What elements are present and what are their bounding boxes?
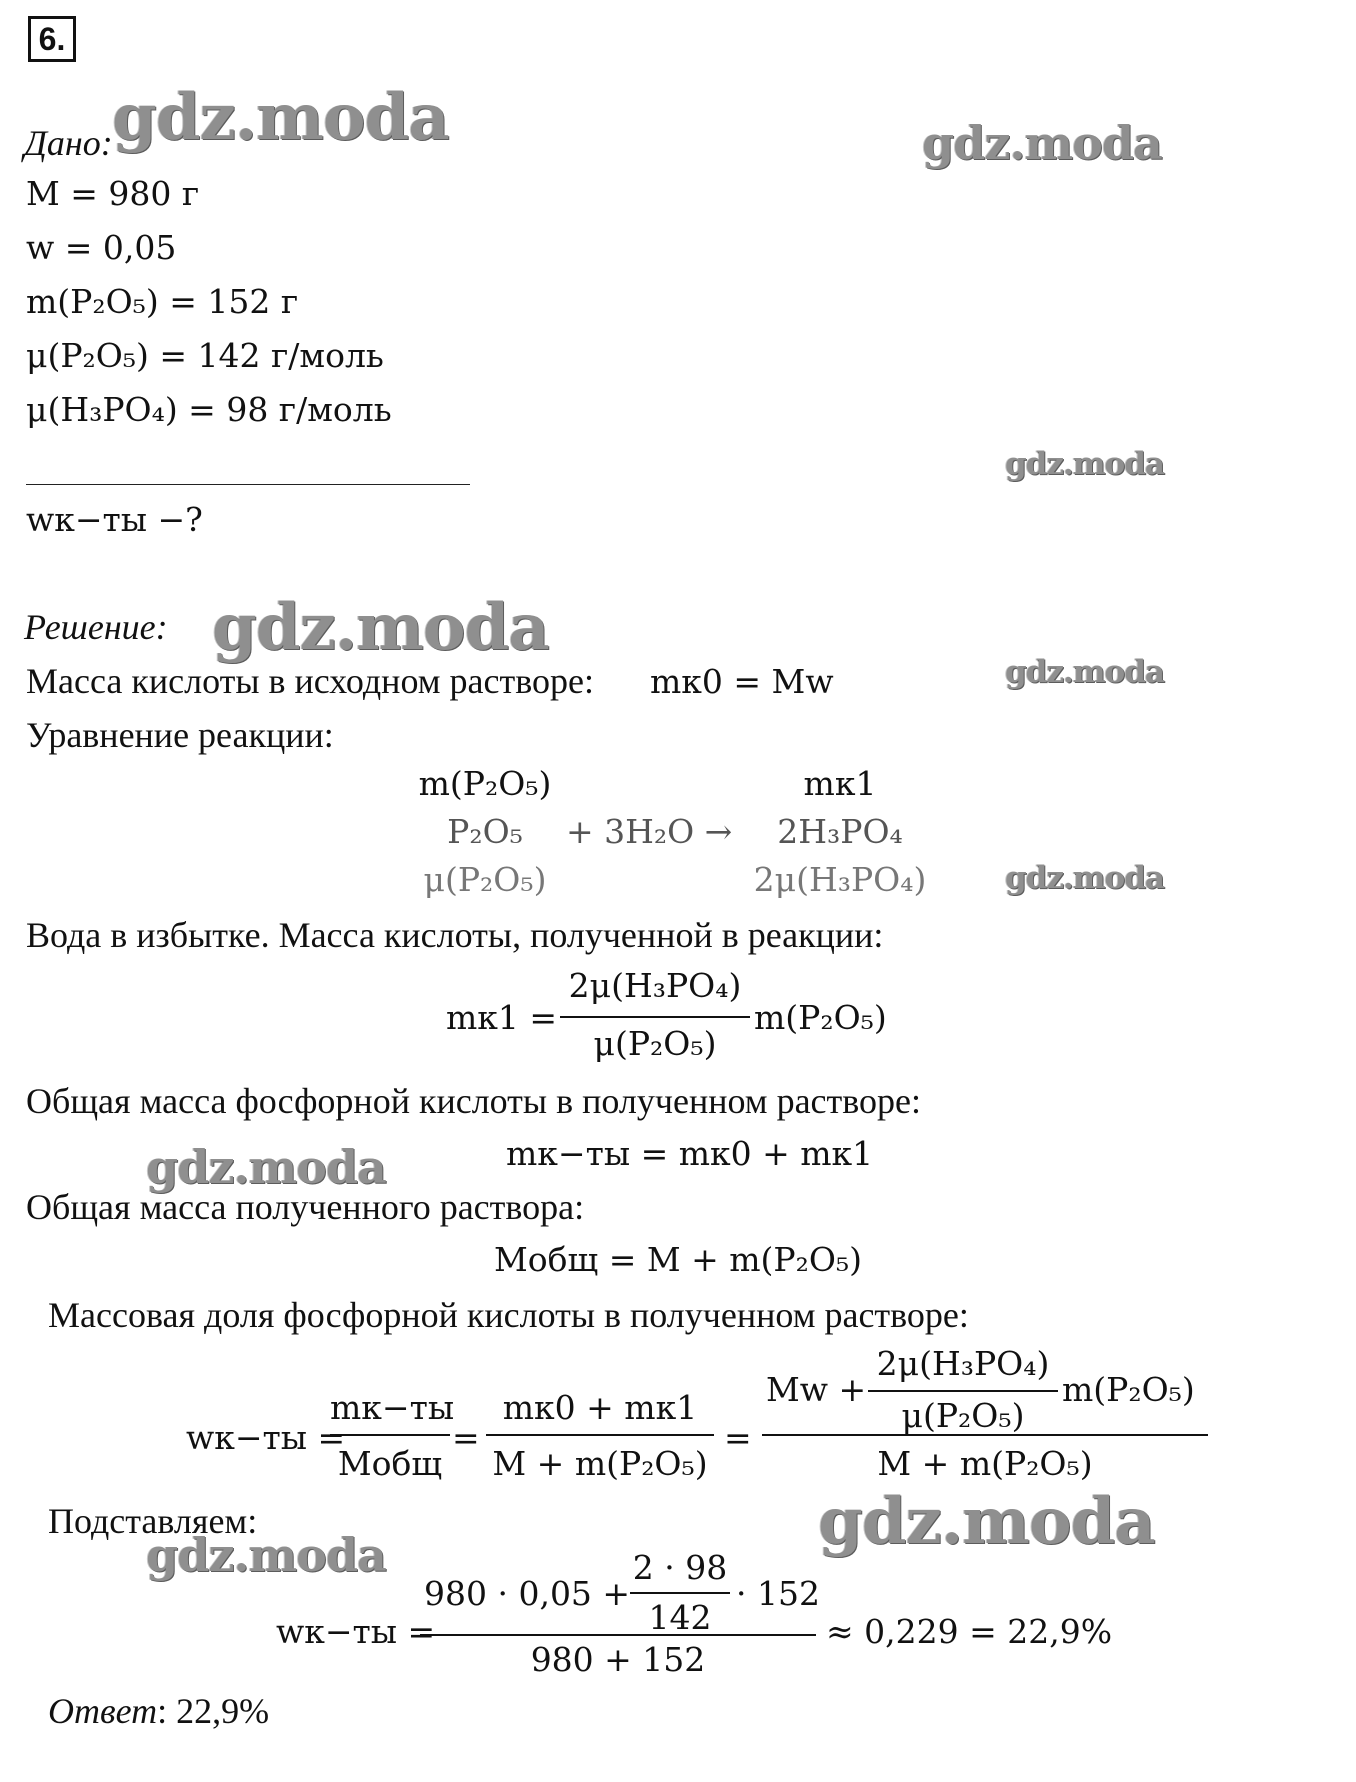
given-line: M = 980 г <box>26 174 200 213</box>
fraction-text: Массовая доля фосфорной кислоты в полученном растворе: <box>48 1295 969 1335</box>
mk1-denominator: μ(P₂O₅) <box>593 1024 717 1063</box>
fraction-1-numerator: mк−ты <box>330 1388 455 1427</box>
watermark: gdz.moda <box>1005 654 1164 690</box>
fraction-bar <box>630 1592 730 1594</box>
mk1-lhs: mк1 = <box>446 998 558 1037</box>
given-line: μ(H₃PO₄) = 98 г/моль <box>26 390 392 429</box>
acid-initial-formula: mк0 = Mw <box>650 662 834 701</box>
calc-numerator-a: 980 · 0,05 + <box>424 1574 631 1613</box>
fraction-bar <box>420 1634 816 1636</box>
given-line: m(P₂O₅) = 152 г <box>26 282 299 321</box>
solution-label: Решение: <box>24 607 168 647</box>
fraction-3-inner-denominator: μ(P₂O₅) <box>901 1396 1025 1435</box>
fraction-3-denominator: M + m(P₂O₅) <box>877 1444 1093 1483</box>
calc-numerator-b: · 152 <box>736 1574 820 1613</box>
equals-sign: = <box>452 1418 480 1457</box>
calc-denominator: 980 + 152 <box>530 1640 706 1679</box>
total-solution-formula: Mобщ = M + m(P₂O₅) <box>494 1240 863 1279</box>
equals-sign: = <box>724 1418 752 1457</box>
fraction-3-numerator-b: m(P₂O₅) <box>1062 1370 1195 1409</box>
fraction-2-denominator: M + m(P₂O₅) <box>492 1444 708 1483</box>
total-acid-text: Общая масса фосфорной кислоты в полученном растворе: <box>26 1081 921 1121</box>
excess-text: Вода в избытке. Масса кислоты, полученной в реакции: <box>26 915 884 955</box>
mk1-numerator: 2μ(H₃PO₄) <box>568 966 742 1005</box>
fraction-bar <box>330 1434 450 1436</box>
fraction-3-numerator-a: Mw + <box>766 1370 867 1409</box>
answer-label: Ответ <box>48 1691 158 1731</box>
watermark: gdz.moda <box>112 80 449 155</box>
reaction-right: 2H₃PO₄ <box>777 812 903 851</box>
reaction-above-left: m(P₂O₅) <box>418 764 552 803</box>
watermark: gdz.moda <box>818 1484 1155 1559</box>
given-line: μ(P₂O₅) = 142 г/моль <box>26 336 384 375</box>
fraction-bar <box>762 1434 1208 1436</box>
watermark: gdz.moda <box>146 1528 386 1582</box>
fraction-2-numerator: mк0 + mк1 <box>502 1388 698 1427</box>
watermark: gdz.moda <box>1005 860 1164 896</box>
fraction-bar <box>868 1390 1058 1392</box>
answer <box>48 1690 269 1732</box>
substitute-text: Подставляем: <box>48 1501 258 1541</box>
fraction-bar <box>486 1434 714 1436</box>
reaction-below-left: μ(P₂O₅) <box>423 860 547 899</box>
given-label: Дано: <box>24 123 113 163</box>
given-line: w = 0,05 <box>26 228 177 267</box>
mk1-tail: m(P₂O₅) <box>754 998 887 1037</box>
acid-initial-text: Масса кислоты в исходном растворе: <box>26 661 594 701</box>
total-solution-text: Общая масса полученного раствора: <box>26 1187 585 1227</box>
reaction-left: P₂O₅ <box>447 812 523 851</box>
reaction-above-right: mк1 <box>803 764 877 803</box>
watermark: gdz.moda <box>212 590 549 665</box>
watermark: gdz.moda <box>1005 446 1164 482</box>
answer-value: : 22,9% <box>157 1691 270 1731</box>
calc-inner-denominator: 142 <box>648 1598 712 1637</box>
problem-number: 6. <box>28 16 76 62</box>
calc-lhs: wк−ты = <box>276 1612 436 1651</box>
reaction-label: Уравнение реакции: <box>26 715 334 755</box>
reaction-below-right: 2μ(H₃PO₄) <box>753 860 927 899</box>
fraction-3-inner-numerator: 2μ(H₃PO₄) <box>876 1344 1050 1383</box>
total-acid-formula: mк−ты = mк0 + mк1 <box>506 1134 874 1173</box>
calc-inner-numerator: 2 · 98 <box>632 1548 728 1587</box>
watermark: gdz.moda <box>146 1140 386 1194</box>
fraction-lhs: wк−ты = <box>186 1418 346 1457</box>
calc-result: ≈ 0,229 = 22,9% <box>826 1612 1113 1651</box>
watermark: gdz.moda <box>922 116 1162 170</box>
fraction-1-denominator: Mобщ <box>337 1444 443 1483</box>
reaction-middle: + 3H₂O → <box>566 812 733 851</box>
unknown-quantity: wк−ты −? <box>26 500 203 539</box>
fraction-bar <box>560 1016 750 1018</box>
given-divider <box>26 484 470 485</box>
